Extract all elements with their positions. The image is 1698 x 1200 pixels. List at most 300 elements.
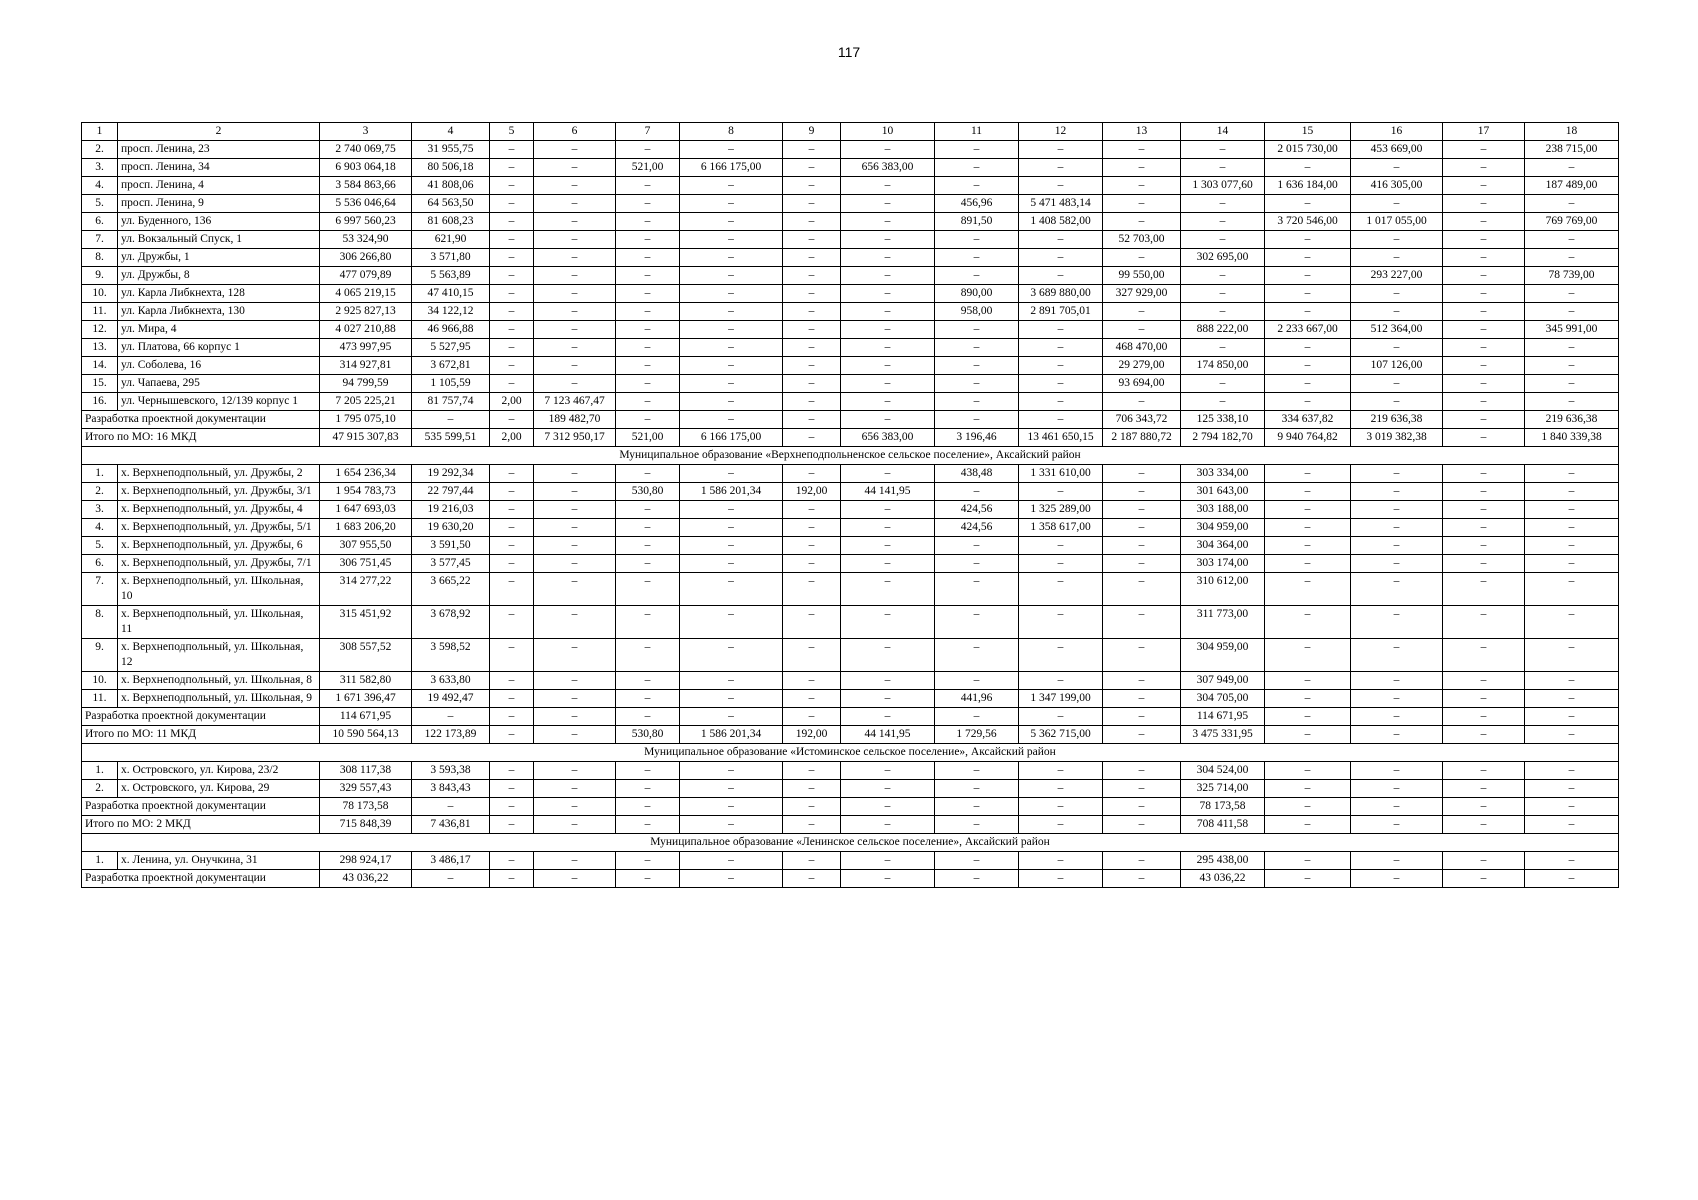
address-cell: ул. Чапаева, 295 xyxy=(118,375,320,393)
value-cell: 3 678,92 xyxy=(412,606,490,639)
summary-row xyxy=(82,411,1619,429)
address-cell: х. Верхнеподпольный, ул. Школьная, 8 xyxy=(118,672,320,690)
value-cell: – xyxy=(783,411,841,429)
value-cell: – xyxy=(783,357,841,375)
value-cell: – xyxy=(783,195,841,213)
value-cell: 1 358 617,00 xyxy=(1019,519,1103,537)
value-cell: – xyxy=(1443,639,1525,672)
value-cell: – xyxy=(534,726,616,744)
value-cell: – xyxy=(841,213,935,231)
value-cell: – xyxy=(1351,231,1443,249)
value-cell: – xyxy=(1351,852,1443,870)
address-cell: х. Верхнеподпольный, ул. Дружбы, 2 xyxy=(118,465,320,483)
value-cell: – xyxy=(1265,393,1351,411)
value-cell: – xyxy=(1265,573,1351,606)
value-cell: – xyxy=(1265,726,1351,744)
table-row xyxy=(82,393,1619,411)
value-cell: – xyxy=(1103,141,1181,159)
row-number: 14. xyxy=(82,357,118,375)
table-row xyxy=(82,267,1619,285)
value-cell: – xyxy=(935,816,1019,834)
value-cell: – xyxy=(1525,393,1619,411)
value-cell: – xyxy=(616,762,680,780)
row-number: 4. xyxy=(82,177,118,195)
address-cell: ул. Карла Либкнехта, 130 xyxy=(118,303,320,321)
value-cell: 5 563,89 xyxy=(412,267,490,285)
value-cell: – xyxy=(1525,870,1619,888)
table-row xyxy=(82,213,1619,231)
value-cell: – xyxy=(1181,267,1265,285)
value-cell: – xyxy=(841,411,935,429)
value-cell: – xyxy=(534,141,616,159)
value-cell: – xyxy=(841,375,935,393)
value-cell: – xyxy=(1525,780,1619,798)
section-header-row xyxy=(82,834,1619,852)
row-number: 4. xyxy=(82,519,118,537)
row-number: 11. xyxy=(82,690,118,708)
value-cell: – xyxy=(1103,249,1181,267)
value-cell: – xyxy=(1351,762,1443,780)
value-cell: 2,00 xyxy=(490,393,534,411)
table-row xyxy=(82,672,1619,690)
value-cell: – xyxy=(1443,357,1525,375)
value-cell: – xyxy=(490,375,534,393)
value-cell: – xyxy=(616,639,680,672)
value-cell: 1 017 055,00 xyxy=(1351,213,1443,231)
value-cell: 1 647 693,03 xyxy=(320,501,412,519)
value-cell: – xyxy=(490,519,534,537)
value-cell: 22 797,44 xyxy=(412,483,490,501)
value-cell: – xyxy=(1351,555,1443,573)
value-cell: – xyxy=(1443,159,1525,177)
value-cell: – xyxy=(680,285,783,303)
value-cell: 1 683 206,20 xyxy=(320,519,412,537)
value-cell: 303 334,00 xyxy=(1181,465,1265,483)
value-cell: – xyxy=(680,573,783,606)
value-cell: 3 571,80 xyxy=(412,249,490,267)
table-body xyxy=(82,141,1619,888)
table-row xyxy=(82,231,1619,249)
value-cell: – xyxy=(1265,852,1351,870)
row-number: 9. xyxy=(82,639,118,672)
row-number: 13. xyxy=(82,339,118,357)
value-cell: – xyxy=(534,708,616,726)
value-cell: – xyxy=(534,639,616,672)
value-cell: – xyxy=(490,672,534,690)
value-cell: – xyxy=(1351,483,1443,501)
value-cell: – xyxy=(1265,375,1351,393)
value-cell: – xyxy=(841,177,935,195)
column-header: 13 xyxy=(1103,123,1181,141)
value-cell: – xyxy=(534,852,616,870)
value-cell: – xyxy=(680,321,783,339)
value-cell: 307 949,00 xyxy=(1181,672,1265,690)
value-cell: – xyxy=(1265,195,1351,213)
value-cell: – xyxy=(1443,519,1525,537)
value-cell: – xyxy=(1525,555,1619,573)
value-cell: – xyxy=(1019,639,1103,672)
value-cell: – xyxy=(534,285,616,303)
value-cell: 81 757,74 xyxy=(412,393,490,411)
value-cell: – xyxy=(680,375,783,393)
value-cell: 53 324,90 xyxy=(320,231,412,249)
value-cell: – xyxy=(490,213,534,231)
summary-row xyxy=(82,870,1619,888)
value-cell: – xyxy=(1525,798,1619,816)
value-cell: – xyxy=(841,555,935,573)
value-cell: 304 705,00 xyxy=(1181,690,1265,708)
value-cell: – xyxy=(1351,375,1443,393)
value-cell: – xyxy=(1443,816,1525,834)
section-title: Муниципальное образование «Истоминское сельское поселение», Аксайский район xyxy=(82,744,1619,762)
value-cell: – xyxy=(490,780,534,798)
value-cell: 3 633,80 xyxy=(412,672,490,690)
value-cell: – xyxy=(1525,606,1619,639)
value-cell: – xyxy=(841,393,935,411)
value-cell: – xyxy=(1443,690,1525,708)
value-cell: – xyxy=(1443,393,1525,411)
value-cell: 424,56 xyxy=(935,501,1019,519)
column-header: 9 xyxy=(783,123,841,141)
value-cell: – xyxy=(1351,573,1443,606)
value-cell: – xyxy=(1181,159,1265,177)
value-cell: 890,00 xyxy=(935,285,1019,303)
value-cell: 708 411,58 xyxy=(1181,816,1265,834)
value-cell: 9 940 764,82 xyxy=(1265,429,1351,447)
value-cell: – xyxy=(616,816,680,834)
value-cell: – xyxy=(680,762,783,780)
value-cell: – xyxy=(1265,606,1351,639)
column-header: 15 xyxy=(1265,123,1351,141)
value-cell: 219 636,38 xyxy=(1351,411,1443,429)
value-cell: – xyxy=(1019,798,1103,816)
value-cell: 521,00 xyxy=(616,159,680,177)
value-cell: – xyxy=(935,483,1019,501)
value-cell: 3 019 382,38 xyxy=(1351,429,1443,447)
value-cell: – xyxy=(680,249,783,267)
value-cell: 192,00 xyxy=(783,483,841,501)
value-cell: – xyxy=(1443,375,1525,393)
value-cell: – xyxy=(783,798,841,816)
value-cell: – xyxy=(1019,483,1103,501)
summary-label: Итого по МО: 11 МКД xyxy=(82,726,320,744)
value-cell: – xyxy=(490,762,534,780)
value-cell: – xyxy=(783,141,841,159)
value-cell: 1 586 201,34 xyxy=(680,483,783,501)
value-cell: – xyxy=(1181,303,1265,321)
value-cell: – xyxy=(1019,231,1103,249)
value-cell: – xyxy=(680,357,783,375)
value-cell: – xyxy=(680,798,783,816)
value-cell: – xyxy=(412,870,490,888)
address-cell: ул. Чернышевского, 12/139 корпус 1 xyxy=(118,393,320,411)
value-cell: – xyxy=(1265,690,1351,708)
value-cell: – xyxy=(490,231,534,249)
value-cell: – xyxy=(1525,357,1619,375)
summary-label: Разработка проектной документации xyxy=(82,870,320,888)
value-cell: – xyxy=(783,213,841,231)
value-cell: – xyxy=(490,357,534,375)
value-cell: – xyxy=(783,606,841,639)
value-cell: 3 665,22 xyxy=(412,573,490,606)
address-cell: х. Верхнеподпольный, ул. Школьная, 11 xyxy=(118,606,320,639)
value-cell: 6 166 175,00 xyxy=(680,429,783,447)
value-cell: – xyxy=(490,159,534,177)
table-row xyxy=(82,573,1619,606)
value-cell: – xyxy=(841,537,935,555)
value-cell: – xyxy=(935,639,1019,672)
value-cell: – xyxy=(783,321,841,339)
value-cell: – xyxy=(1525,285,1619,303)
value-cell: – xyxy=(1103,393,1181,411)
value-cell: – xyxy=(1351,798,1443,816)
value-cell: – xyxy=(680,465,783,483)
value-cell: 325 714,00 xyxy=(1181,780,1265,798)
value-cell: 99 550,00 xyxy=(1103,267,1181,285)
value-cell: 1 654 236,34 xyxy=(320,465,412,483)
value-cell: – xyxy=(841,816,935,834)
value-cell: – xyxy=(841,762,935,780)
value-cell: – xyxy=(1525,816,1619,834)
value-cell: – xyxy=(616,321,680,339)
value-cell: 456,96 xyxy=(935,195,1019,213)
value-cell: 306 751,45 xyxy=(320,555,412,573)
address-cell: х. Верхнеподпольный, ул. Дружбы, 5/1 xyxy=(118,519,320,537)
value-cell: – xyxy=(1019,267,1103,285)
value-cell: – xyxy=(1019,672,1103,690)
value-cell: 656 383,00 xyxy=(841,429,935,447)
value-cell: – xyxy=(783,870,841,888)
value-cell: – xyxy=(1103,606,1181,639)
value-cell: – xyxy=(1265,231,1351,249)
value-cell: – xyxy=(534,465,616,483)
column-header: 16 xyxy=(1351,123,1443,141)
value-cell: 114 671,95 xyxy=(320,708,412,726)
summary-label: Разработка проектной документации xyxy=(82,708,320,726)
value-cell: 44 141,95 xyxy=(841,726,935,744)
value-cell: – xyxy=(1265,870,1351,888)
value-cell: – xyxy=(616,357,680,375)
value-cell: – xyxy=(1103,483,1181,501)
value-cell: – xyxy=(534,357,616,375)
value-cell: – xyxy=(1525,159,1619,177)
value-cell: – xyxy=(490,195,534,213)
value-cell: 4 027 210,88 xyxy=(320,321,412,339)
table-row xyxy=(82,285,1619,303)
value-cell: – xyxy=(1265,672,1351,690)
value-cell: – xyxy=(616,195,680,213)
column-header: 8 xyxy=(680,123,783,141)
address-cell: ул. Дружбы, 8 xyxy=(118,267,320,285)
value-cell: – xyxy=(1443,537,1525,555)
value-cell: – xyxy=(616,606,680,639)
value-cell: – xyxy=(534,195,616,213)
row-number: 1. xyxy=(82,762,118,780)
value-cell: – xyxy=(1525,195,1619,213)
value-cell: – xyxy=(1443,780,1525,798)
value-cell: – xyxy=(680,393,783,411)
value-cell: – xyxy=(1351,501,1443,519)
value-cell: 1 347 199,00 xyxy=(1019,690,1103,708)
value-cell: – xyxy=(1265,639,1351,672)
value-cell: – xyxy=(1443,339,1525,357)
value-cell: – xyxy=(490,339,534,357)
value-cell: – xyxy=(680,303,783,321)
value-cell: 3 486,17 xyxy=(412,852,490,870)
value-cell: 187 489,00 xyxy=(1525,177,1619,195)
value-cell: – xyxy=(616,780,680,798)
value-cell: 219 636,38 xyxy=(1525,411,1619,429)
value-cell: 1 325 289,00 xyxy=(1019,501,1103,519)
value-cell: – xyxy=(1103,726,1181,744)
value-cell: 769 769,00 xyxy=(1525,213,1619,231)
value-cell: – xyxy=(1525,231,1619,249)
value-cell: – xyxy=(1103,672,1181,690)
value-cell: – xyxy=(534,303,616,321)
value-cell: – xyxy=(1443,267,1525,285)
value-cell: – xyxy=(1525,249,1619,267)
value-cell: – xyxy=(783,465,841,483)
value-cell: – xyxy=(490,798,534,816)
section-header-row xyxy=(82,447,1619,465)
value-cell: – xyxy=(1443,483,1525,501)
value-cell: – xyxy=(935,780,1019,798)
value-cell: – xyxy=(841,501,935,519)
value-cell: 621,90 xyxy=(412,231,490,249)
value-cell: – xyxy=(1351,465,1443,483)
value-cell: – xyxy=(1351,870,1443,888)
value-cell: – xyxy=(1103,852,1181,870)
table-row xyxy=(82,639,1619,672)
value-cell: – xyxy=(616,852,680,870)
address-cell: х. Верхнеподпольный, ул. Дружбы, 3/1 xyxy=(118,483,320,501)
table-row xyxy=(82,141,1619,159)
value-cell: 888 222,00 xyxy=(1181,321,1265,339)
value-cell: – xyxy=(783,852,841,870)
value-cell: 2 015 730,00 xyxy=(1265,141,1351,159)
value-cell: – xyxy=(1265,465,1351,483)
value-cell: – xyxy=(1265,519,1351,537)
value-cell: – xyxy=(1443,411,1525,429)
value-cell: – xyxy=(1351,726,1443,744)
value-cell: – xyxy=(841,798,935,816)
value-cell: – xyxy=(1019,852,1103,870)
value-cell: – xyxy=(1351,690,1443,708)
value-cell: 2 740 069,75 xyxy=(320,141,412,159)
value-cell: – xyxy=(935,177,1019,195)
value-cell: – xyxy=(1351,303,1443,321)
value-cell: – xyxy=(1443,231,1525,249)
value-cell: – xyxy=(616,411,680,429)
value-cell: – xyxy=(534,177,616,195)
value-cell: 3 577,45 xyxy=(412,555,490,573)
value-cell: – xyxy=(490,501,534,519)
value-cell: – xyxy=(841,672,935,690)
value-cell: 1 303 077,60 xyxy=(1181,177,1265,195)
value-cell: – xyxy=(490,321,534,339)
value-cell: – xyxy=(1351,339,1443,357)
address-cell: х. Островского, ул. Кирова, 29 xyxy=(118,780,320,798)
value-cell: – xyxy=(841,141,935,159)
value-cell: – xyxy=(841,870,935,888)
value-cell: – xyxy=(490,726,534,744)
value-cell: 238 715,00 xyxy=(1525,141,1619,159)
table-row xyxy=(82,555,1619,573)
value-cell: – xyxy=(1265,762,1351,780)
value-cell: – xyxy=(534,555,616,573)
value-cell: – xyxy=(680,537,783,555)
value-cell: 293 227,00 xyxy=(1351,267,1443,285)
value-cell: 122 173,89 xyxy=(412,726,490,744)
value-cell: – xyxy=(1019,870,1103,888)
value-cell: 1 840 339,38 xyxy=(1525,429,1619,447)
value-cell: – xyxy=(1019,249,1103,267)
value-cell: 5 362 715,00 xyxy=(1019,726,1103,744)
value-cell: – xyxy=(1525,537,1619,555)
value-cell: 473 997,95 xyxy=(320,339,412,357)
value-cell: – xyxy=(412,708,490,726)
value-cell: – xyxy=(1525,690,1619,708)
value-cell: 1 331 610,00 xyxy=(1019,465,1103,483)
value-cell: – xyxy=(534,606,616,639)
value-cell: – xyxy=(534,672,616,690)
value-cell: – xyxy=(680,555,783,573)
value-cell: – xyxy=(1019,762,1103,780)
value-cell: – xyxy=(616,465,680,483)
value-cell: 530,80 xyxy=(616,726,680,744)
value-cell: 311 582,80 xyxy=(320,672,412,690)
table-row xyxy=(82,465,1619,483)
value-cell: – xyxy=(1443,213,1525,231)
value-cell: 315 451,92 xyxy=(320,606,412,639)
value-cell: 314 277,22 xyxy=(320,573,412,606)
table-row xyxy=(82,303,1619,321)
value-cell: – xyxy=(534,798,616,816)
value-cell: – xyxy=(841,303,935,321)
value-cell: – xyxy=(783,519,841,537)
value-cell: – xyxy=(1103,177,1181,195)
value-cell: 530,80 xyxy=(616,483,680,501)
value-cell: – xyxy=(534,159,616,177)
value-cell: 174 850,00 xyxy=(1181,357,1265,375)
value-cell: 438,48 xyxy=(935,465,1019,483)
value-cell: – xyxy=(1443,465,1525,483)
value-cell: – xyxy=(841,249,935,267)
value-cell: – xyxy=(1019,606,1103,639)
value-cell: – xyxy=(616,501,680,519)
row-number: 8. xyxy=(82,249,118,267)
value-cell: 329 557,43 xyxy=(320,780,412,798)
row-number: 5. xyxy=(82,195,118,213)
row-number: 3. xyxy=(82,501,118,519)
row-number: 10. xyxy=(82,672,118,690)
value-cell: 5 471 483,14 xyxy=(1019,195,1103,213)
value-cell: 1 105,59 xyxy=(412,375,490,393)
value-cell: 41 808,06 xyxy=(412,177,490,195)
value-cell: 441,96 xyxy=(935,690,1019,708)
value-cell: – xyxy=(680,519,783,537)
value-cell: 19 492,47 xyxy=(412,690,490,708)
value-cell: 308 557,52 xyxy=(320,639,412,672)
value-cell: – xyxy=(1265,285,1351,303)
value-cell: – xyxy=(1265,483,1351,501)
row-number: 3. xyxy=(82,159,118,177)
value-cell: – xyxy=(1103,537,1181,555)
value-cell: 303 188,00 xyxy=(1181,501,1265,519)
value-cell: – xyxy=(1103,780,1181,798)
value-cell: 7 312 950,17 xyxy=(534,429,616,447)
value-cell: – xyxy=(841,195,935,213)
